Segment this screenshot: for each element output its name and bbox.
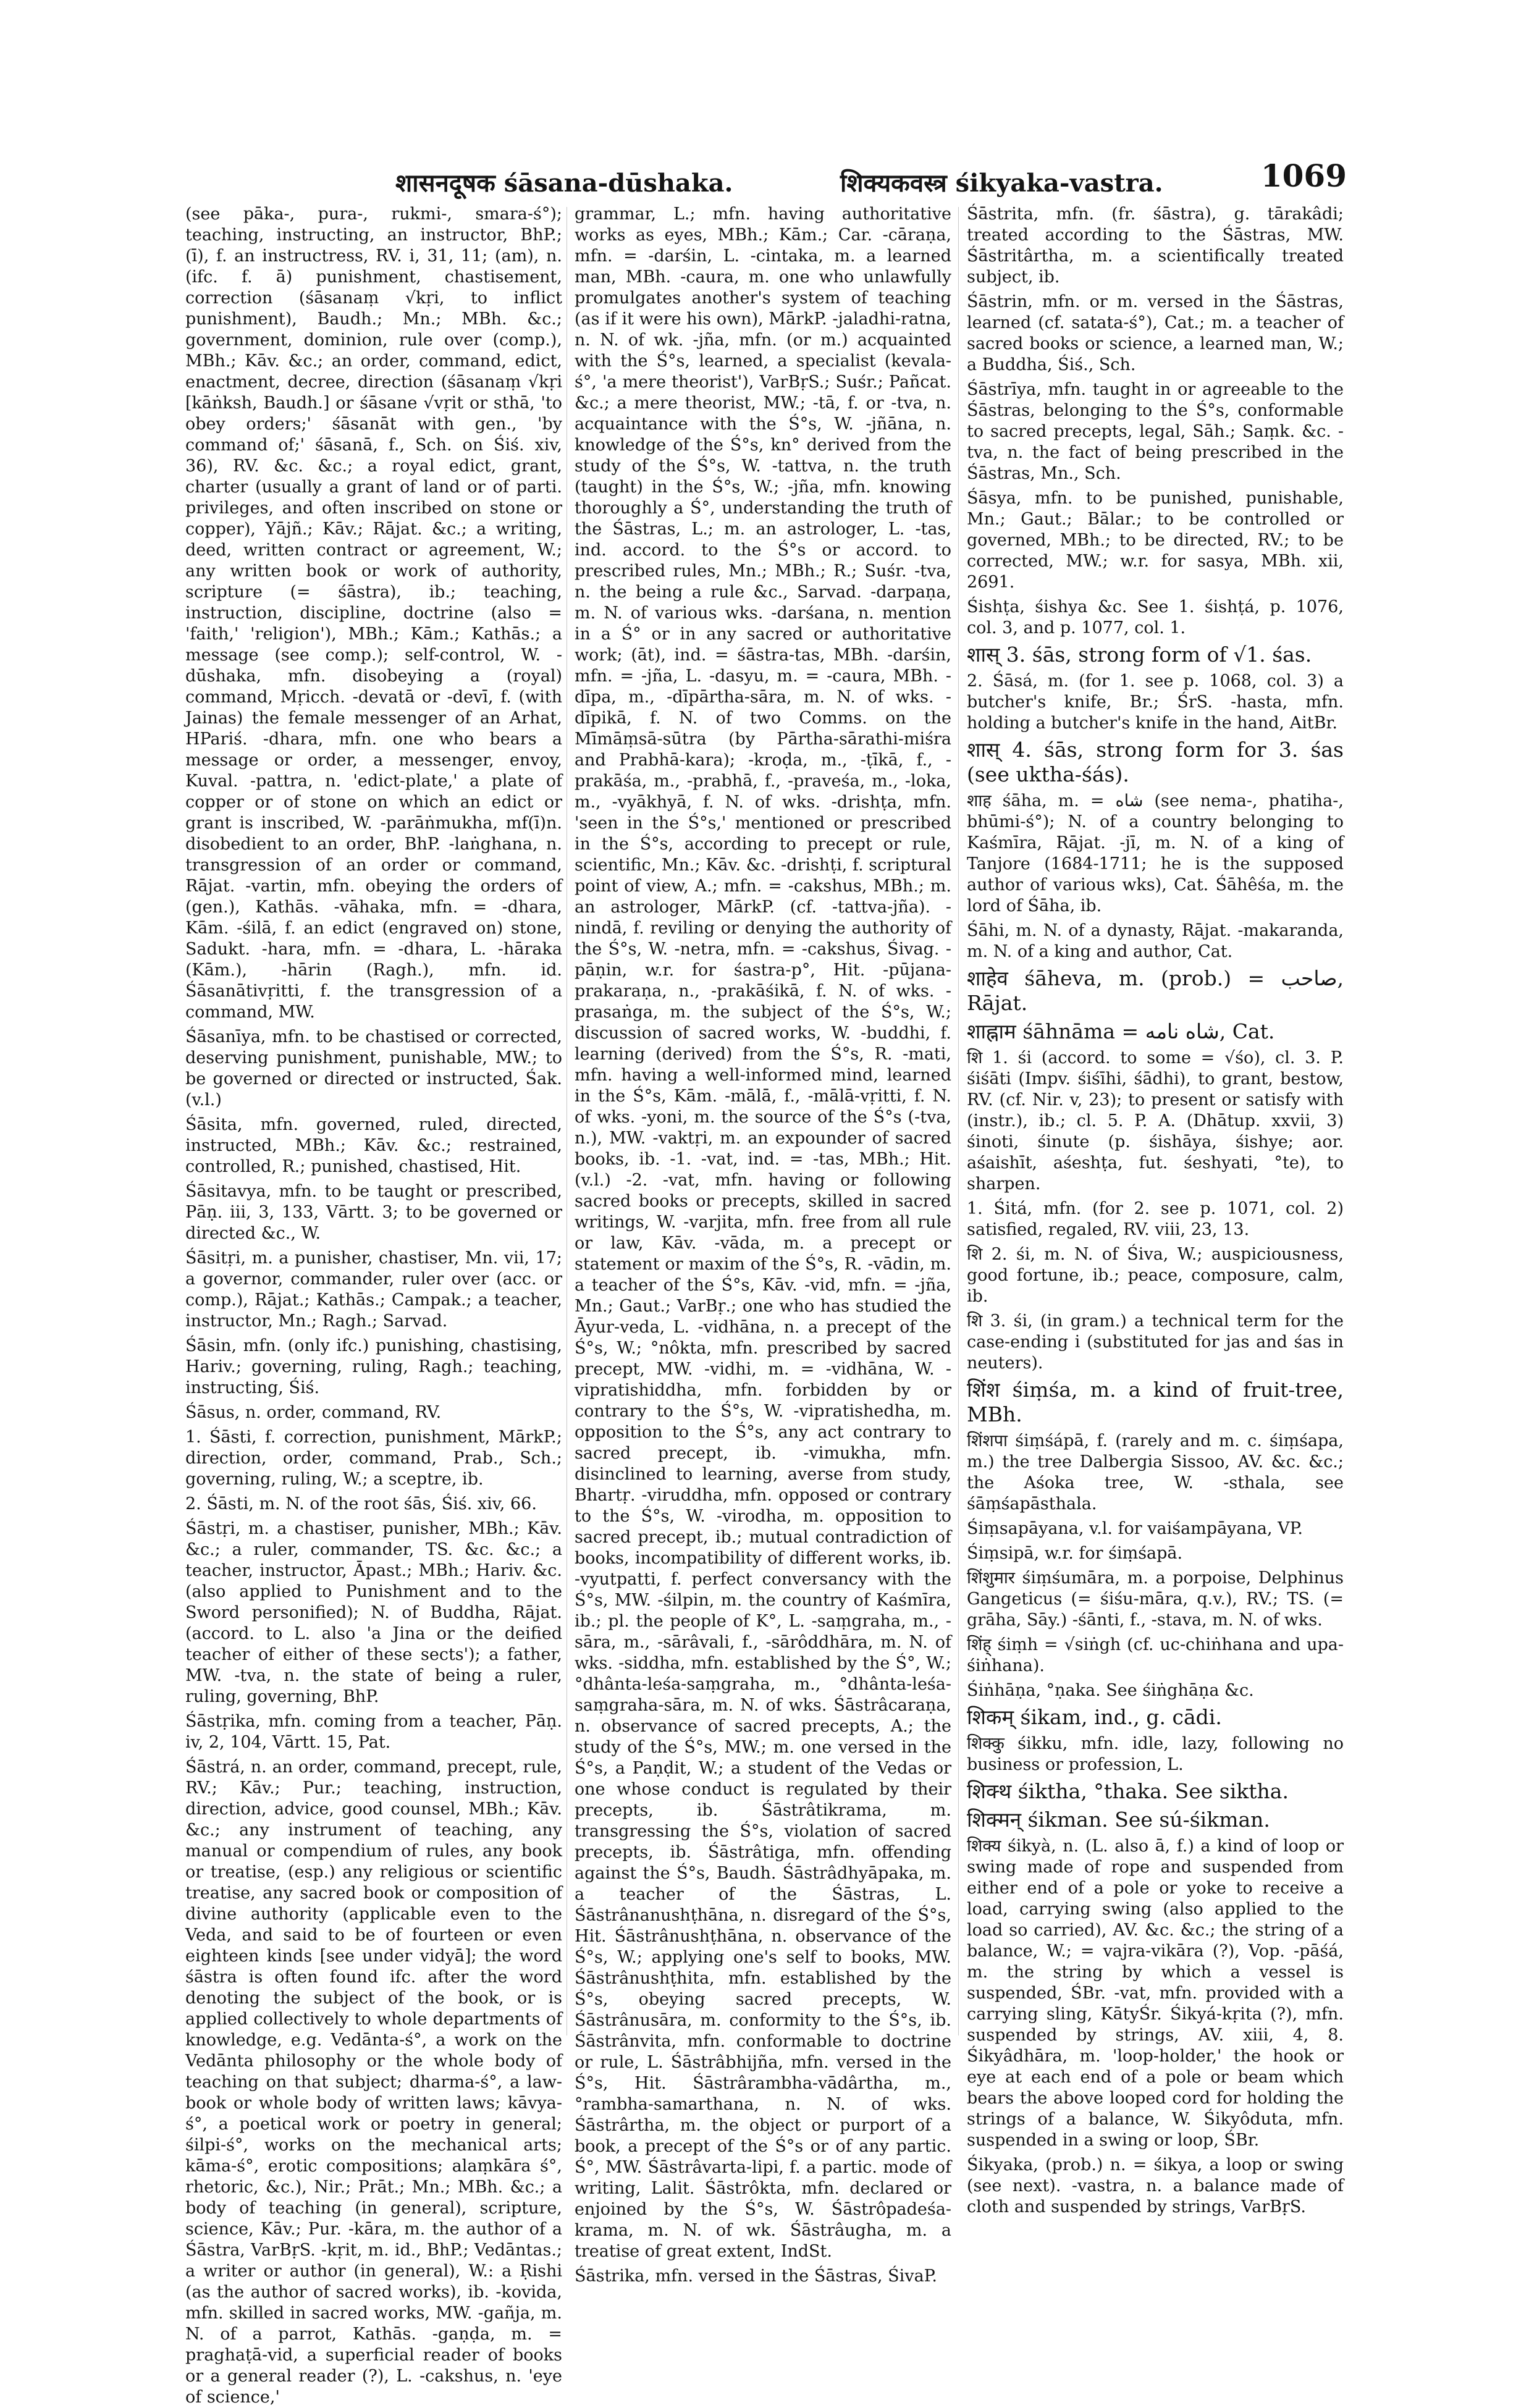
dictionary-entry: Śāstrita, mfn. (fr. śāstra), g. tārakâdi; treated according to the Śāstras, MW. Śāstritârtha, m. a scientifically treated subject, ib. [967,204,1344,287]
dictionary-entry: 2. Śāsti, m. N. of the root śās, Śiś. xiv, 66. [185,1494,537,1513]
page-header [185,158,1347,201]
dictionary-entry: Śāstṛi, m. a chastiser, punisher, MBh.; Kāv. &c.; a ruler, commander, TS. &c. &c.; a teacher, instructor, Āpast.; MBh.; Hariv. &c. (also applied to Punishment and to the Sword personified); N. of Buddha, Rājat. (accord. to L. also 'a Jina or the deified teacher of either of these sects'); a father, MW. -tva, n. the state of being a ruler, ruling, governing, BhP. [185,1519,562,1706]
dictionary-entry: Śāsanīya, mfn. to be chastised or corrected, deserving punishment, punishable, MW.; to be governed or directed or instructed, Śak. (v.l.) [185,1027,562,1109]
dictionary-entry: Śiṃsipā, w.r. for śiṃśapā. [967,1544,1183,1563]
dictionary-entry: Śāsin, mfn. (only ifc.) punishing, chastising, Hariv.; governing, ruling, Ragh.; teaching, instructing, Śiś. [185,1336,562,1397]
dictionary-entry: Śāstrá, n. an order, command, precept, rule, RV.; Kāv.; Pur.; teaching, instruction, direction, advice, good counsel, MBh.; Kāv. &c.; any instrument of teaching, any manual or compendium of rules, any book or treatise, (esp.) any religious or scientific treatise, any sacred book or composition of divine authority (applicable even to the Veda, and said to be of fourteen or even eighteen kinds [see under vidyā]; the word śāstra is often found ifc. after the word denoting the subject of the book, or is applied collectively to whole departments of knowledge, e.g. Vedānta-ś°, a work on the Vedānta philosophy or the whole body of teaching on that subject; dharma-ś°, a law-book or whole body of written laws; kāvya-ś°, a poetical work or poetry in general; śilpi-ś°, works on the mechanical arts; kāma-ś°, erotic compositions; alaṃkāra ś°, rhetoric, &c.), Nir.; Prāt.; Mn.; MBh. &c.; a body of teaching (in general), scripture, science, Kāv.; Pur. -kāra, m. the author of a Śāstra, VarBṛS. -kṛit, m. id., BhP.; Vedāntas.; a writer or author (in general), W.: a Ṛishi (as the author of sacred works), ib. -kovida, mfn. skilled in sacred works, MW. -gañja, m. N. of a parrot, Kathās. -gaṇḍa, m. = praghaṭā-vid, a superficial reader of books or a general reader (?), L. -cakshus, n. 'eye of science,' [185,1758,562,2407]
dictionary-entry: शि 1. śi (accord. to some = √śo), cl. 3. P. śiśāti (Impv. śiśīhi, śādhi), to grant, bestow, RV. (cf. Nir. v, 23); to present or satisfy with (instr.), ib.; cl. 5. P. A. (Dhātup. xxvii, 3) śinoti, śinute (p. śishāya, śishye; aor. aśaishīt, aśeshṭa, fut. śeshyati, °te), to sharpen. [967,1048,1344,1193]
dictionary-entry: (see pāka-, pura-, rukmi-, smara-ś°); teaching, instructing, an instructor, BhP.; (ī), f. an instructress, RV. i, 31, 11; (am), n. (ifc. f. ā) punishment, chastisement, correction (śāsanaṃ √kṛi, to inflict punishment), Baudh.; Mn.; MBh. &c.; government, dominion, rule over (comp.), MBh.; Kāv. &c.; an order, command, edict, enactment, decree, direction (śāsanaṃ √kṛi [kāṅksh, Baudh.] or śāsane √vṛit or sthā, 'to obey orders;' śāsanāt with gen., 'by command of;' śāsanā, f., Sch. on Śiś. xiv, 36), RV. &c. &c.; a royal edict, grant, charter (usually a grant of land or of parti. privileges, and often inscribed on stone or copper), Yājñ.; Kāv.; Rājat. &c.; a writing, deed, written contract or agreement, W.; any written book or work of authority, scripture (= śāstra), ib.; teaching, instruction, discipline, doctrine (also = 'faith,' 'religion'), MBh.; Kām.; Kathās.; a message (see comp.); self-control, W. -dūshaka, mfn. disobeying a (royal) command, Mṛicch. -devatā or -devī, f. (with Jainas) the female messenger of an Arhat, HPariś. -dhara, mfn. one who bears a message or order, a messenger, envoy, Kuval. -pattra, n. 'edict-plate,' a plate of copper or of stone on which an edict or grant is inscribed, W. -parāṅmukha, mf(ī)n. disobedient to an order, BhP. -laṅghana, n. transgression of an order or command, Rājat. -vartin, mfn. obeying the orders of (gen.), Kathās. -vāhaka, mfn. = -dhara, Kām. -śilā, f. an edict (engraved on) stone, Sadukt. -hara, mfn. = -dhara, L. -hāraka (Kām.), -hārin (Ragh.), mfn. id. Śāsanātivṛitti, f. the transgression of a command, MW. [185,204,562,1022]
dictionary-entry: शास् 4. śās, strong form for 3. śas (see uktha-śás). [967,738,1344,786]
column-2 [575,204,951,2286]
dictionary-entry: शि 2. śi, m. N. of Śiva, W.; auspiciousness, good fortune, ib.; peace, composure, calm, ib. [967,1245,1344,1306]
dictionary-entry: शिंह् śiṃh = √siṅgh (cf. uc-chiṅhana and upa-śiṅhana). [967,1635,1344,1675]
dictionary-entry: शाह śāha, m. = شاه (see nema-, phatiha-, bhūmi-ś°); N. of a country belonging to Kaśmīra, Rājat. -jī, m. N. of a king of Tanjore (1684-1711; he is the supposed author of various wks), Cat. Śāhêśa, m. the lord of Śāha, ib. [967,791,1344,916]
dictionary-entry: शाह्नाम śāhnāma = شاه نامه, Cat. [967,1019,1275,1043]
dictionary-entry: शिकम् śikam, ind., g. cādi. [967,1705,1222,1729]
dictionary-entry: शाहेव śāheva, m. (prob.) = صاحب, Rājat. [967,966,1344,1015]
page-number: 1069 [1260,158,1347,194]
left-guide-word: शासनदूषक śāsana-dūshaka. [395,169,733,198]
dictionary-entry: Śāstrīya, mfn. taught in or agreeable to the Śāstras, belonging to the Ś°s, conformable to sacred precepts, legal, Sāh.; Saṃk. &c. -tva, n. the fact of being prescribed in the Śāstras, Mn., Sch. [967,380,1344,483]
dictionary-entry: Śāhi, m. N. of a dynasty, Rājat. -makaranda, m. N. of a king and author, Cat. [967,921,1344,961]
dictionary-entry: शास् 3. śās, strong form of √1. śas. [967,642,1312,667]
column-divider [958,207,959,2035]
column-1 [185,204,562,2407]
dictionary-entry: Śāstrin, mfn. or m. versed in the Śāstras, learned (cf. satata-ś°), Cat.; m. a teacher of sacred books or science, a learned man, W.; a Buddha, Śiś., Sch. [967,292,1344,374]
dictionary-entry: Śiṅhāṇa, °ṇaka. See śiṅghāṇa &c. [967,1681,1254,1700]
dictionary-entry: Śāstṛika, mfn. coming from a teacher, Pāṇ. iv, 2, 104, Vārtt. 15, Pat. [185,1712,562,1752]
dictionary-entry: Śāsitṛi, m. a punisher, chastiser, Mn. vii, 17; a governor, commander, ruler over (acc. or comp.), Rājat.; Kathās.; Campak.; a teacher, instructor, Mn.; Ragh.; Sarvad. [185,1248,562,1331]
dictionary-entry: शिक्थ śiktha, °thaka. See siktha. [967,1779,1289,1803]
column-3 [967,204,1344,2216]
dictionary-entry: Śiṃsapāyana, v.l. for vaiśampāyana, VP. [967,1519,1303,1538]
dictionary-entry: 1. Śitá, mfn. (for 2. see p. 1071, col. 2) satisfied, regaled, RV. viii, 23, 13. [967,1199,1344,1239]
dictionary-entry: Śāsitavya, mfn. to be taught or prescribed, Pāṇ. iii, 3, 133, Vārtt. 3; to be governed or directed &c., W. [185,1182,562,1243]
dictionary-entry: शिक्कु śikku, mfn. idle, lazy, following no business or profession, L. [967,1734,1344,1774]
dictionary-entry: शिंश śiṃśa, m. a kind of fruit-tree, MBh. [967,1378,1344,1426]
dictionary-entry: शिंशपा śiṃśápā, f. (rarely and m. c. śiṃśapa, m.) the tree Dalbergia Sissoo, AV. &c. &c.; the Aśoka tree, W. -sthala, see śāṃśapāsthala. [967,1431,1344,1513]
dictionary-entry: शिंशुमार śiṃśumāra, m. a porpoise, Delphinus Gangeticus (= śiśu-māra, q.v.), RV.; TS. (= grāha, Sāy.) -śānti, f., -stava, m. N. of wks. [967,1568,1344,1630]
dictionary-entry: Śishṭa, śishya &c. See 1. śishṭá, p. 1076, col. 3, and p. 1077, col. 1. [967,597,1344,638]
dictionary-entry: Śāstrika, mfn. versed in the Śāstras, ŚivaP. [575,2267,937,2286]
dictionary-entry: Śikyaka, (prob.) n. = śikya, a loop or swing (see next). -vastra, n. a balance made of cloth and suspended by strings, VarBṛS. [967,2155,1344,2216]
dictionary-entry: 1. Śāsti, f. correction, punishment, MārkP.; direction, order, command, Prab., Sch.; governing, ruling, W.; a sceptre, ib. [185,1428,562,1489]
dictionary-entry: 2. Śāsá, m. (for 1. see p. 1068, col. 3) a butcher's knife, Br.; ŚrS. -hasta, mfn. holding a butcher's knife in the hand, AitBr. [967,671,1344,733]
dictionary-entry: Śāsya, mfn. to be punished, punishable, Mn.; Gaut.; Bālar.; to be controlled or governed, MBh.; to be directed, RV.; to be corrected, MW.; w.r. for sasya, MBh. xii, 2691. [967,489,1344,592]
dictionary-entry: grammar, L.; mfn. having authoritative works as eyes, MBh.; Kām.; Car. -cāraṇa, mfn. = -darśin, L. -cintaka, m. a learned man, MBh. -caura, m. one who unlawfully promulgates another's system of teaching (as if it were his own), MārkP. -jaladhi-ratna, n. N. of wk. -jña, mfn. (or m.) acquainted with the Ś°s, learned, a specialist (kevala-ś°, 'a mere theorist'), VarBṛS.; Suśr.; Pañcat. &c.; a mere theorist, MW.; -tā, f. or -tva, n. acquaintance with the Ś°s, W. -jñāna, n. knowledge of the Ś°s, kn° derived from the study of the Ś°s, W. -tattva, n. the truth (taught) in the Ś°s, W.; -jña, mfn. knowing thoroughly a Ś°, understanding the truth of the Śāstras, L.; m. an astrologer, L. -tas, ind. accord. to the Ś°s or accord. to prescribed rules, Mn.; MBh.; R.; Suśr. -tva, n. the being a rule &c., Sarvad. -darpaṇa, m. N. of various wks. -darśana, n. mention in a Ś° or in any sacred or authoritative work; (āt), ind. = śāstra-tas, MBh. -darśin, mfn. = -jña, L. -dasyu, m. = -caura, MBh. -dīpa, m., -dīpārtha-sāra, m. N. of wks. -dīpikā, f. N. of two Comms. on the Mīmāṃsā-sūtra (by Pārtha-sārathi-miśra and Prabhā-kara); -kroḍa, m., -ṭīkā, f., -prakāśa, m., -prabhā, f., -praveśa, m., -loka, m., -vyākhyā, f. N. of wks. -drishṭa, mfn. 'seen in the Ś°s,' mentioned or prescribed in the Ś°s, according to precept or rule, scientific, Mn.; Kāv. &c. -drishṭi, f. scriptural point of view, A.; mfn. = -cakshus, MBh.; m. an astrologer, MārkP. (cf. -tattva-jña). -nindā, f. reviling or denying the authority of the Ś°s, W. -netra, mfn. = -cakshus, Śivag. -pāṇin, w.r. for śastra-p°, Hit. -pūjana-prakaraṇa, n., -prakāśikā, f. N. of wks. -prasaṅga, m. the subject of the Ś°s, W.; discussion of sacred works, W. -buddhi, f. learning (derived) from the Ś°s, R. -mati, mfn. having a well-informed mind, learned in the Ś°s, Kām. -mālā, f., -mālā-vṛitti, f. N. of wks. -yoni, m. the source of the Ś°s (-tva, n.), MW. -vaktṛi, m. an expounder of sacred books, ib. -1. -vat, ind. = -tas, MBh.; Hit. (v.l.) -2. -vat, mfn. having or following sacred books or precepts, skilled in sacred writings, W. -varjita, mfn. free from all rule or law, Kāv. -vāda, m. a precept or statement or maxim of the Ś°s, R. -vādin, m. a teacher of the Ś°s, Kāv. -vid, mfn. = -jña, Mn.; Gaut.; VarBṛ.; one who has studied the Āyur-veda, L. -vidhāna, n. a precept of the Ś°s, W.; °nôkta, mfn. prescribed by sacred precept, MW. -vidhi, m. = -vidhāna, W. -vipratishiddha, mfn. forbidden by or contrary to the Ś°s, W. -vipratishedha, m. opposition to the Ś°s, any act contrary to sacred precept, ib. -vimukha, mfn. disinclined to learning, averse from study, Bhartṛ. -viruddha, mfn. opposed or contrary to the Ś°s, W. -virodha, m. opposition to sacred precept, ib.; mutual contradiction of books, incompatibility of different works, ib. -vyutpatti, f. perfect conversancy with the Ś°s, MW. -śilpin, m. the country of Kaśmīra, ib.; pl. the people of K°, L. -saṃgraha, m., -sāra, m., -sārâvali, f., -sārôddhāra, m. N. of wks. -siddha, mfn. established by the Ś°, W.; °dhânta-leśa-saṃgraha, m., °dhânta-leśa-saṃgraha-sāra, m. N. of wks. Śāstrâcaraṇa, n. observance of sacred precepts, A.; the study of the Ś°s, MW.; m. one versed in the Ś°s, a Paṇḍit, W.; a student of the Vedas or one whose conduct is regulated by their precepts, ib. Śāstrâtikrama, m. transgressing the Ś°s, violation of sacred precepts, ib. Śāstrâtiga, mfn. offending against the Ś°s, Baudh. Śāstrâdhyāpaka, m. a teacher of the Śāstras, L. Śāstrânanushṭhāna, n. disregard of the Ś°s, Hit. Śāstrânushṭhāna, n. observance of the Ś°s, W.; applying one's self to books, MW. Śāstrânushṭhita, mfn. established by the Ś°s, obeying sacred precepts, W. Śāstrânusāra, m. conformity to the Ś°s, ib. Śāstrânvita, mfn. conformable to doctrine or rule, L. Śāstrâbhijña, mfn. versed in the Ś°s, Hit. Śāstrârambha-vādârtha, m., °rambha-samarthana, n. N. of wks. Śāstrârtha, m. the object or purport of a book, a precept of the Ś°s or of any partic. Ś°, MW. Śāstrâvarta-lipi, f. a partic. mode of writing, Lalit. Śāstrôkta, mfn. declared or enjoined by the Ś°s, W. Śāstrôpadeśa-krama, m. N. of wk. Śāstrâugha, m. a treatise of great extent, IndSt. [575,204,951,2261]
dictionary-entry: शिक्य śikyà, n. (L. also ā, f.) a kind of loop or swing made of rope and suspended from either end of a pole or yoke to receive a load, carrying swing (also applied to the load so carried), AV. &c. &c.; the string of a balance, W.; = vajra-vikāra (?), Vop. -pāśá, m. the string by which a vessel is suspended, ŚBr. -vat, mfn. provided with a carrying sling, KātyŚr. Śikyá-kṛita (?), mfn. suspended by strings, AV. xiii, 4, 8. Śikyâdhāra, m. 'loop-holder,' the hook or eye at each end of a pole or beam which bears the above looped cord for holding the strings of a balance, W. Śikyôduta, mfn. suspended in a swing or loop, ŚBr. [967,1837,1344,2150]
right-guide-word: शिक्यकवस्त्र śikyaka-vastra. [840,169,1163,198]
dictionary-entry: Śāsita, mfn. governed, ruled, directed, instructed, MBh.; Kāv. &c.; restrained, controlled, R.; punished, chastised, Hit. [185,1115,562,1176]
dictionary-entry: Śāsus, n. order, command, RV. [185,1403,442,1422]
dictionary-entry: शि 3. śi, (in gram.) a technical term for the case-ending i (substituted for jas and śas in neuters). [967,1311,1344,1373]
dictionary-entry: शिक्मन् śikman. See sú-śikman. [967,1808,1270,1832]
